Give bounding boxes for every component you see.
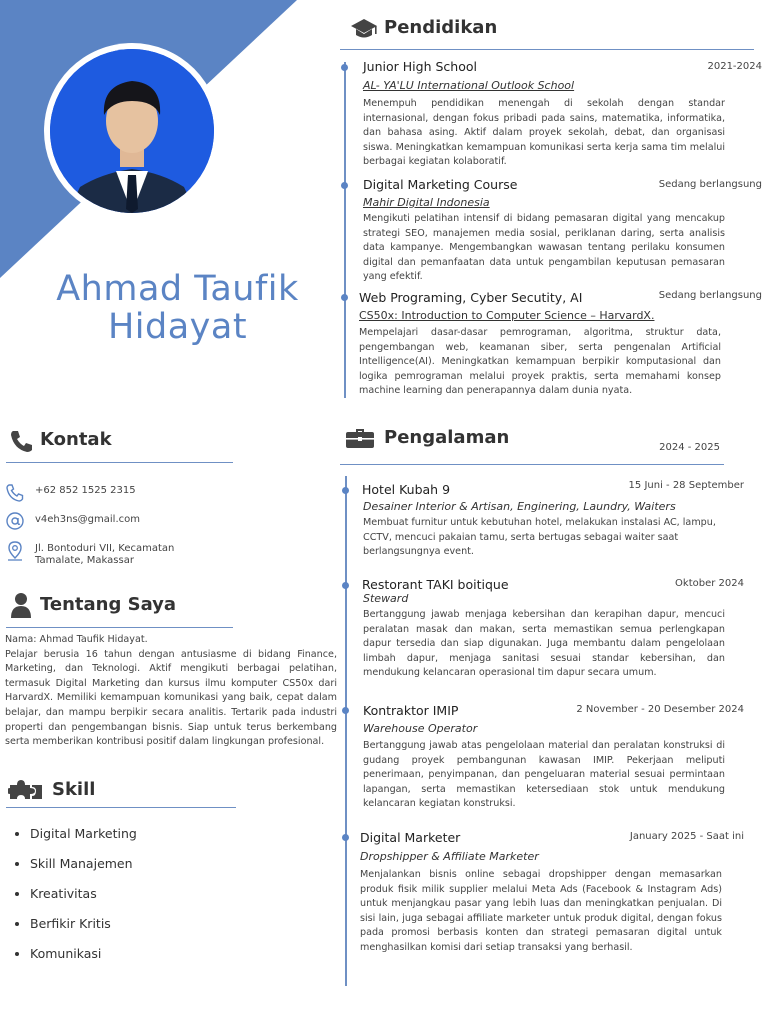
education-item-title: Web Programing, Cyber Secutity, AI [359, 290, 583, 305]
location-icon [5, 540, 25, 566]
timeline-dot [342, 834, 349, 841]
timeline-dot [341, 182, 348, 189]
experience-item-desc: Menjalankan bisnis online sebagai dropshipper dengan memasarkan produk fisik milik supplier melalui Meta Ads (Facebook & Instagram Ads) untuk menjangkau pasar yang lebih luas dan meningkatkan penjualan. Di sisi lain, juga sebagai affiliate marketer untuk produk digital, dengan fokus pada promosi berbasis konten dan strategi pemasaran digital untuk menghasilkan komisi dari setiap transaksi yang berhasil. [360, 869, 722, 953]
profile-photo-illustration [50, 49, 214, 213]
education-item-desc: Mempelajari dasar-dasar pemrograman, algoritma, struktur data, pengembangan web, keamanan siber, serta pengenalan Artificial Intelligence(AI). Meningkatkan kemampuan berpikir komputasional dan logika pemrograman melalui proyek praktis, serta memahami konsep machine learning dan penerapannya dalam dunia nyata. [359, 327, 721, 397]
skill-list [12, 827, 232, 977]
timeline-dot [341, 64, 348, 71]
experience-item-date: January 2025 - Saat ini [629, 831, 744, 842]
graduation-cap-icon [350, 17, 378, 45]
experience-range: 2024 - 2025 [659, 442, 720, 453]
experience-item-desc: Bertanggung jawab atas pengelolaan material dan peralatan konstruksi di gudang proyek pembangunan kawasan IMIP. Pekerjaan meliputi penerimaan, penyimpanan, dan pengeluaran material sesuai permintaan lapangan, serta memastikan ketersediaan stok untuk mendukung kelancaran kegiatan konstruksi. [363, 740, 725, 810]
education-item-org[interactable]: CS50x: Introduction to Computer Science – HarvardX. [359, 309, 655, 322]
phone-icon [5, 483, 25, 507]
experience-title: Pengalaman [384, 427, 510, 448]
name-line-1: Ahmad Taufik [56, 269, 299, 309]
experience-item-title: Kontraktor IMIP [363, 703, 459, 718]
education-item-desc: Menempuh pendidikan menengah di sekolah dengan standar internasional, dengan fokus pribadi pada sains, matematika, informatika, dan bahasa asing. Aktif dalam proyek sekolah, debat, dan organisasi siswa. Meningkatkan kemampuan komunikasi serta kerja sama tim melalui berbagai kegiatan kolaboratif. [363, 98, 725, 168]
education-item-title: Digital Marketing Course [363, 177, 518, 192]
contact-rule [6, 462, 233, 463]
experience-item-desc: Membuat furnitur untuk kebutuhan hotel, melakukan instalasi AC, lampu, CCTV, mencuci pakaian tamu, serta bertugas sebagai waiter saat berlangsungnya event. [363, 517, 716, 558]
person-icon [9, 592, 33, 622]
education-item-org: AL- YA'LU International Outlook School [363, 79, 575, 92]
skill-item: • Skill Manajemen [30, 857, 232, 887]
address-line-1: Jl. Bontoduri VII, Kecamatan [35, 543, 175, 554]
phone-number[interactable]: +62 852 1525 2315 [35, 485, 136, 496]
education-title: Pendidikan [384, 17, 498, 38]
timeline-dot [342, 582, 349, 589]
education-item-org: Mahir Digital Indonesia [363, 196, 490, 209]
skill-rule [6, 807, 236, 808]
briefcase-icon [345, 427, 375, 453]
puzzle-icon [8, 779, 44, 805]
email-address[interactable]: v4eh3ns@gmail.com [35, 514, 140, 525]
experience-rule [340, 464, 724, 465]
education-item-date: 2021-2024 [707, 61, 762, 72]
education-item-date: Sedang berlangsung [658, 179, 762, 190]
experience-item-role: Steward [363, 592, 409, 605]
skill-title: Skill [52, 779, 96, 800]
experience-item-date: Oktober 2024 [675, 578, 744, 589]
timeline-dot [341, 294, 348, 301]
email-icon [5, 511, 25, 535]
education-rule [340, 49, 754, 50]
skill-item: • Berfikir Kritis [30, 917, 232, 947]
experience-item-role: Warehouse Operator [363, 722, 478, 735]
experience-item-role: Dropshipper & Affiliate Marketer [360, 850, 539, 863]
profile-photo [50, 49, 214, 213]
address-line-2: Tamalate, Makassar [35, 555, 134, 566]
skill-item: • Kreativitas [30, 887, 232, 917]
address [35, 543, 174, 567]
about-text-block [5, 633, 337, 750]
name-line-2: Hidayat [107, 307, 248, 347]
experience-item-title: Digital Marketer [360, 830, 461, 845]
education-item-desc: Mengikuti pelatihan intensif di bidang pemasaran digital yang mencakup strategi SEO, manajemen media sosial, periklanan daring, serta analisis data kampanye. Mengembangkan wawasan tentang perilaku konsumen digital dan pemanfaatan data untuk pengambilan keputusan pemasaran yang efektif. [363, 213, 725, 283]
timeline-dot [342, 707, 349, 714]
experience-item-desc: Bertanggung jawab menjaga kebersihan dan kerapihan dapur, mencuci peralatan masak dan makan, serta memastikan semua perlengkapan dapur tersedia dan siap digunakan. Juga membantu dalam pengelolaan limbah dapur, menjaga sanitasi sesuai standar kebersihan, dan mendukung kelancaran operasional tim dapur secara umum. [363, 609, 725, 679]
skill-item: • Komunikasi [30, 947, 232, 977]
about-rule [6, 627, 233, 628]
contact-title: Kontak [40, 429, 112, 450]
experience-item-title: Hotel Kubah 9 [362, 482, 451, 497]
experience-item-role: Desainer Interior & Artisan, Enginering, Laundry, Waiters [363, 500, 676, 513]
experience-item-date: 2 November - 20 Desember 2024 [576, 704, 744, 715]
about-title: Tentang Saya [40, 594, 177, 615]
education-item-date: Sedang berlangsung [658, 290, 762, 301]
experience-timeline [345, 476, 347, 986]
phone-icon [8, 429, 34, 457]
about-description: Pelajar berusia 16 tahun dengan antusiasme di bidang Finance, Marketing, dan Teknologi. Aktif mengikuti berbagai pelatihan, termasuk Digital Marketing dan kursus ilmu komputer CS50x dari HarvardX. Memiliki kemampuan komunikasi yang baik, cepat dalam belajar, dan mampu berpikir secara analitis. Tertarik pada industri properti dan pengembangan bisnis. Siap untuk terus berkembang serta memberikan kontribusi positif dalam lingkungan profesional. [5, 648, 337, 748]
timeline-dot [342, 487, 349, 494]
about-name-line: Nama: Ahmad Taufik Hidayat. [5, 634, 148, 645]
education-timeline [344, 62, 346, 398]
experience-item-title: Restorant TAKI boitique [362, 577, 509, 592]
education-item-title: Junior High School [363, 59, 477, 74]
full-name [0, 270, 355, 346]
experience-item-date: 15 Juni - 28 September [628, 480, 744, 491]
skill-item: • Digital Marketing [30, 827, 232, 857]
